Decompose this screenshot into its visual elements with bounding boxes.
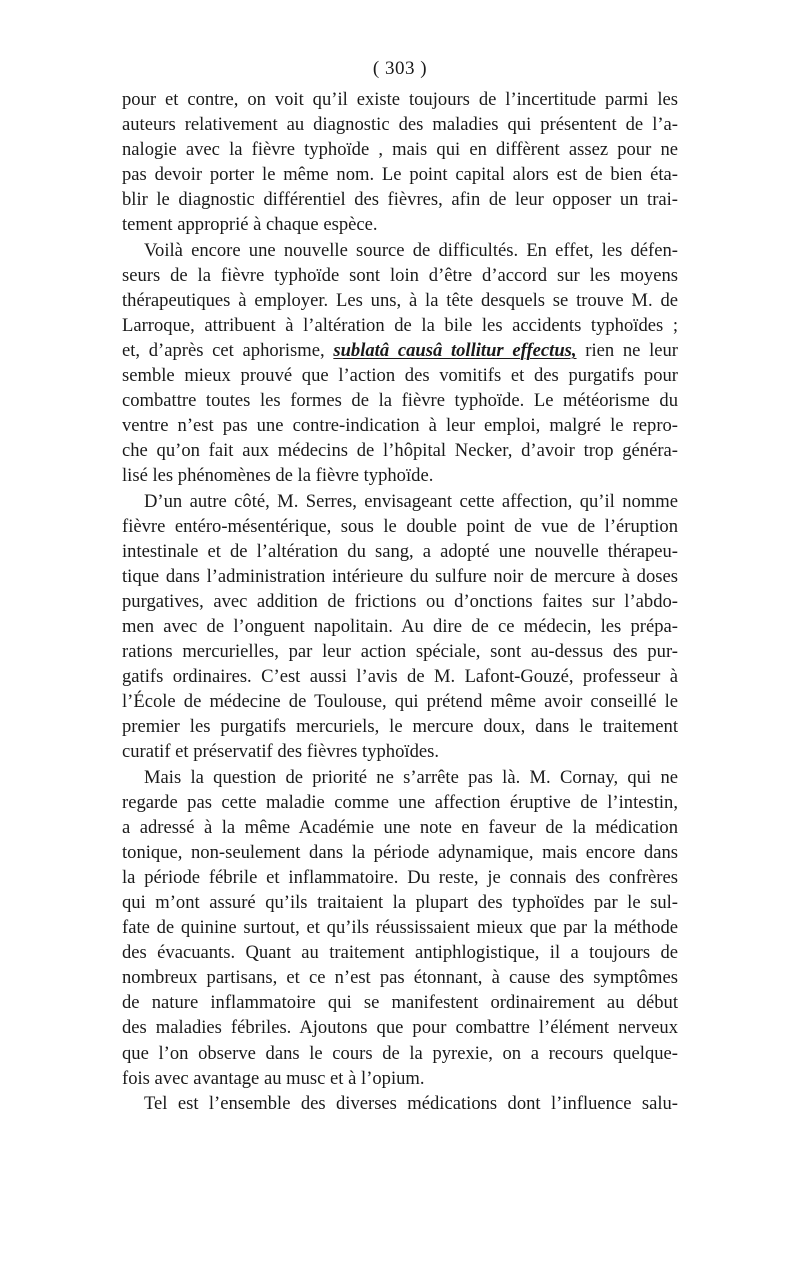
text-line: rations mercurielles, par leur action spéciale, sont au-dessus des pur- xyxy=(122,641,678,663)
text-line-with-latin xyxy=(122,338,678,363)
text-line: fois avec avantage au musc et à l’opium. xyxy=(122,1067,425,1089)
body-text xyxy=(122,87,678,1116)
text-line: pour et contre, on voit qu’il existe toujours de l’incertitude parmi les xyxy=(122,89,678,110)
text-line: regarde pas cette maladie comme une affection éruptive de l’intestin, xyxy=(122,791,678,813)
text-line: pas devoir porter le même nom. Le point capital alors est de bien éta- xyxy=(122,164,678,186)
text-line: auteurs relativement au diagnostic des maladies qui présentent de l’a- xyxy=(122,114,678,136)
text-line: Mais la question de priorité ne s’arrête pas là. M. Cornay, qui ne xyxy=(144,766,678,788)
text-line: qui m’ont assuré qu’ils traitaient la plupart des typhoïdes par le sul- xyxy=(122,892,678,913)
text-line: men avec de l’onguent napolitain. Au dire de ce médecin, les prépa- xyxy=(122,615,678,637)
text-line: gatifs ordinaires. C’est aussi l’avis de M. Lafont-Gouzé, professeur à xyxy=(122,666,678,688)
text-line: semble mieux prouvé que l’action des vomitifs et des purgatifs pour xyxy=(122,365,678,387)
text-line: curatif et préservatif des fièvres typhoïdes. xyxy=(122,741,440,763)
text-line: che qu’on fait aux médecins de l’hôpital Necker, d’avoir trop généra- xyxy=(122,440,678,462)
text-line: la période fébrile et inflammatoire. Du reste, je connais des confrères xyxy=(122,866,678,888)
text-line: des évacuants. Quant au traitement antiphlogistique, il a toujours de xyxy=(122,942,678,964)
text-line: Voilà encore une nouvelle source de difficultés. En effet, les défen- xyxy=(144,239,678,261)
text-line: tement approprié à chaque espèce. xyxy=(122,214,378,236)
text-line: intestinale et de l’altération du sang, a adopté une nouvelle thérapeu- xyxy=(122,540,678,562)
text-line: nalogie avec la fièvre typhoïde , mais qui en diffèrent assez pour ne xyxy=(122,139,678,161)
text-line: lisé les phénomènes de la fièvre typhoïde. xyxy=(122,465,434,487)
text-line: D’un autre côté, M. Serres, envisageant cette affection, qu’il nomme xyxy=(144,490,678,512)
text-line: fate de quinine surtout, et qu’ils réussissaient mieux que par la méthode xyxy=(122,917,678,939)
text-line: Larroque, attribuent à l’altération de la bile les accidents typhoïdes ; xyxy=(122,314,678,336)
text-line: des maladies fébriles. Ajoutons que pour combattre l’élément nerveux xyxy=(122,1017,678,1039)
text-line: que l’on observe dans le cours de la pyrexie, on a recours quelque- xyxy=(122,1042,678,1064)
text-line: tique dans l’administration intérieure du sulfure noir de mercure à doses xyxy=(122,565,678,587)
text-line: de nature inflammatoire qui se manifestent ordinairement au début xyxy=(122,992,678,1014)
text-line: blir le diagnostic différentiel des fièvres, afin de leur opposer un trai- xyxy=(122,189,678,211)
line-segment: et, d’après cet aphorisme, xyxy=(122,339,325,361)
page-number: ( 303 ) xyxy=(372,58,428,79)
text-line: fièvre entéro-mésentérique, sous le double point de vue de l’éruption xyxy=(122,515,678,537)
text-line: l’École de médecine de Toulouse, qui prétend même avoir conseillé le xyxy=(122,691,678,713)
text-line: Tel est l’ensemble des diverses médications dont l’influence salu- xyxy=(144,1092,678,1114)
text-line: thérapeutiques à employer. Les uns, à la tête desquels se trouve M. de xyxy=(122,289,678,311)
text-line: nombreux partisans, et ce n’est pas étonnant, à cause des symptômes xyxy=(122,967,678,989)
text-line: purgatives, avec addition de frictions ou d’onctions faites sur l’abdo- xyxy=(122,590,678,612)
text-line: a adressé à la même Académie une note en faveur de la médication xyxy=(122,816,678,838)
text-line: premier les purgatifs mercuriels, le mercure doux, dans le traitement xyxy=(122,716,678,738)
text-line: ventre n’est pas une contre-indication à leur emploi, malgré le repro- xyxy=(122,415,678,437)
text-line: seurs de la fièvre typhoïde sont loin d’être d’accord sur les moyens xyxy=(122,264,678,286)
text-line: combattre toutes les formes de la fièvre typhoïde. Le météorisme du xyxy=(122,390,678,412)
text-line: tonique, non-seulement dans la période adynamique, mais encore dans xyxy=(122,841,678,863)
line-segment: rien ne leur xyxy=(585,339,678,361)
latin-phrase: sublatâ causâ tollitur effectus, xyxy=(333,339,577,361)
